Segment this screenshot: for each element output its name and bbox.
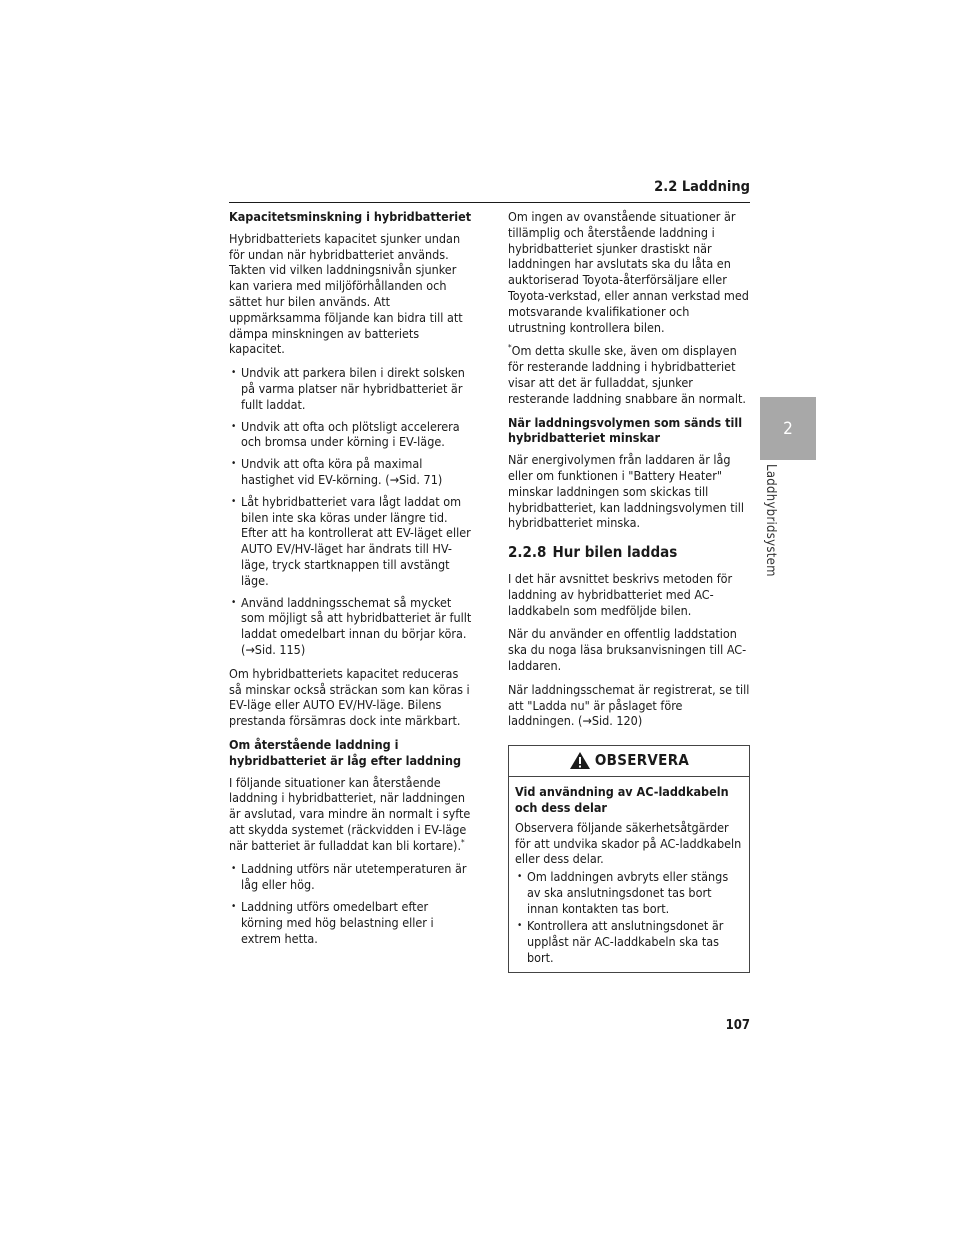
chapter-label: Laddhybridsystem (763, 464, 778, 577)
list-item: • Använd laddningsschemat så mycket som möjligt så att hybridbatteriet är fullt laddat omedelbart innan du börjar köra. (→Sid. 115) (229, 595, 473, 658)
heading-low-remaining-charge: Om återstående laddning i hybridbatteriet är låg efter laddning (229, 736, 462, 768)
warning-title: OBSERVERA (594, 750, 690, 769)
list-item: • Undvik att ofta och plötsligt accelerera och bromsa under körning i EV-läge. (229, 419, 473, 451)
section-number: 2.2.8 (508, 543, 547, 562)
footnote-marker: * (461, 837, 465, 847)
list-item: • Undvik att ofta köra på maximal hastighet vid EV-körning. (→Sid. 71) (229, 456, 473, 488)
page-number: 107 (725, 1018, 750, 1033)
footnote-marker: * (508, 343, 512, 353)
list-item: • Undvik att parkera bilen i direkt solsken på varma platser när hybridbatteriet är fullt laddat. (229, 365, 473, 412)
paragraph: När laddningsschemat är registrerat, se till att "Ladda nu" är påslaget före laddningen. (→Sid. 120) (508, 681, 750, 729)
left-column (229, 209, 473, 954)
running-header: 2.2 Laddning (654, 179, 750, 195)
warning-text: Observera följande säkerhetsåtgärder för att undvika skador på AC-laddkabeln eller dess delar. (515, 819, 742, 867)
situations-list (229, 861, 473, 946)
warning-body (509, 777, 749, 972)
warning-triangle-icon (569, 751, 591, 770)
paragraph: När energivolymen från laddaren är låg eller om funktionen i "Battery Heater" minskar laddningen som skickas till hybridbatteriet, kan laddningsvolymen till hybridbatteriet minska. (508, 452, 745, 531)
header-rule (229, 202, 750, 203)
heading-charge-volume: När laddningsvolymen som sänds till hybridbatteriet minskar (508, 414, 743, 446)
tips-list (229, 365, 473, 658)
chapter-tab (760, 397, 816, 460)
warning-header (509, 746, 749, 777)
paragraph: Hybridbatteriets kapacitet sjunker undan för undan när hybridbatteriet används. Takten vid vilken laddningsnivån sjunker kan variera med miljöförhållanden och sättet hur bilen används. Att uppmärksamma följande kan bidra till att dämpa minskningen av batteriets kapacitet. (229, 230, 463, 357)
list-item: • Låt hybridbatteriet vara lågt laddat om bilen inte ska köras under längre tid. Efter att ha kontrollerat att EV-läget eller AUTO EV/HV-läget har ändrats till HV-läge, tryck startknappen till avstängt läge. (229, 494, 473, 589)
chapter-number: 2 (783, 419, 793, 439)
list-item: • Laddning utförs när utetemperaturen är låg eller hög. (229, 861, 473, 893)
section-title (508, 545, 750, 561)
paragraph: Om ingen av ovanstående situationer är tillämplig och återstående laddning i hybridbatteriet sjunker drastiskt när laddningen har avslutats ska du låta en auktoriserad Toyota-återförsäljare eller Toyota-verkstad, eller annan verkstad med motsvarande kvalifikationer och utrustning kontrollera bilen. (508, 209, 749, 335)
paragraph: I det här avsnittet beskrivs metoden för laddning av hybridbatteriet med AC-laddkabeln som medföljde bilen. (508, 570, 733, 618)
footnote-text: Om detta skulle ske, även om displayen för resterande laddning i hybridbatteriet visar att det är fulladdat, sjunker resterande laddning snabbare än normalt. (508, 343, 746, 406)
paragraph: När du använder en offentlig laddstation ska du noga läsa bruksanvisningen till AC-laddaren. (508, 626, 747, 673)
warning-heading: Vid användning av AC-laddkabeln och dess delar (515, 784, 729, 815)
section-title-text: Hur bilen laddas (552, 543, 678, 562)
list-item: • Laddning utförs omedelbart efter körning med hög belastning eller i extrem hetta. (229, 899, 473, 946)
paragraph-text: I följande situationer kan återstående laddning i hybridbatteriet, när laddningen är avslutad, vara mindre än normalt i syfte att skydda systemet (räckvidden i EV-läge när batteriet är fulladdat kan bli kortare). (229, 774, 471, 853)
paragraph (229, 775, 473, 854)
footnote (508, 343, 750, 406)
list-item: • Om laddningen avbryts eller stängs av ska anslutningsdonet tas bort innan kontakten tas bort. (515, 869, 743, 916)
paragraph: Om hybridbatteriets kapacitet reduceras så minskar också sträckan som kan köras i EV-läge eller AUTO EV/HV-läge. Bilens prestanda försämras dock inte märkbart. (229, 665, 470, 729)
warning-list (515, 869, 743, 966)
heading-capacity-reduction: Kapacitetsminskning i hybridbatteriet (229, 209, 472, 224)
chapter-label-container (763, 464, 788, 584)
list-item: • Kontrollera att anslutningsdonet är upplåst när AC-laddkabeln ska tas bort. (515, 918, 743, 965)
right-column (508, 209, 750, 973)
warning-box (508, 745, 750, 973)
